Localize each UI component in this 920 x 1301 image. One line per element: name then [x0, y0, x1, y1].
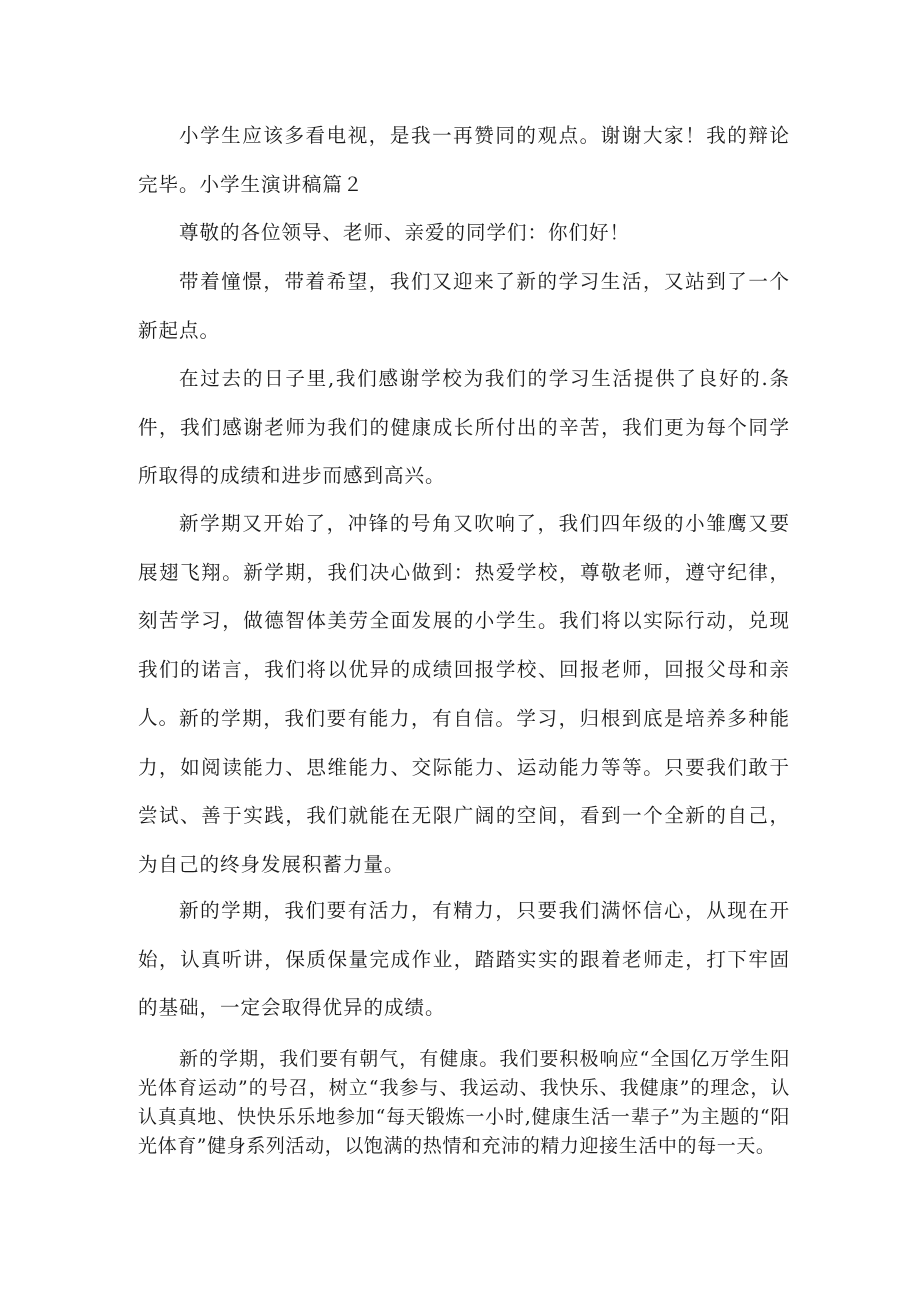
- paragraph-health-sports: 新的学期，我们要有朝气，有健康。我们要积极响应“全国亿万学生阳光体育运动”的号召，树立“我参与、我运动、我快乐、我健康”的理念，认认真真地、快快乐乐地参加“每天锻炼一小时,健康生活一辈子”为主题的“阳光体育”健身系列活动，以饱满的热情和充沛的精力迎接生活中的每一天。: [138, 1048, 790, 1157]
- paragraph-greeting: 尊敬的各位领导、老师、亲爱的同学们：你们好！: [179, 221, 631, 244]
- paragraph-ability-confidence: 新的学期，我们要有能力，有自信。学习，归根到底是培养多种能力，如阅读能力、思维能力、交际能力、运动能力等等。只要我们敢于尝试、善于实践，我们就能在无限广阔的空间，看到一个全新的自己，为自己的终身发展积蓄力量。: [138, 707, 790, 876]
- paragraph-gratitude: 在过去的日子里,我们感谢学校为我们的学习生活提供了良好的.条件，我们感谢老师为我们的健康成长所付出的辛苦，我们更为每个同学所取得的成绩和进步而感到高兴。: [138, 367, 790, 487]
- paragraph-new-start: 带着憧憬，带着希望，我们又迎来了新的学习生活，又站到了一个新起点。: [138, 270, 790, 342]
- paragraph-new-semester-resolve: 新学期又开始了，冲锋的号角又吹响了，我们四年级的小雏鹰又要展翅飞翔。新学期，我们决心做到：热爱学校，尊敬老师，遵守纪律，刻苦学习，做德智体美劳全面发展的小学生。我们将以实际行动，兑现我们的诺言，我们将以优异的成绩回报学校、回报老师，回报父母和亲人。: [138, 512, 790, 729]
- paragraph-vitality-energy: 新的学期，我们要有活力，有精力，只要我们满怀信心，从现在开始，认真听讲，保质保量完成作业，踏踏实实的跟着老师走，打下牢固的基础，一定会取得优异的成绩。: [138, 899, 790, 1019]
- paragraph-closing-remarks: 小学生应该多看电视，是我一再赞同的观点。谢谢大家！我的辩论完毕。小学生演讲稿篇２: [138, 124, 790, 196]
